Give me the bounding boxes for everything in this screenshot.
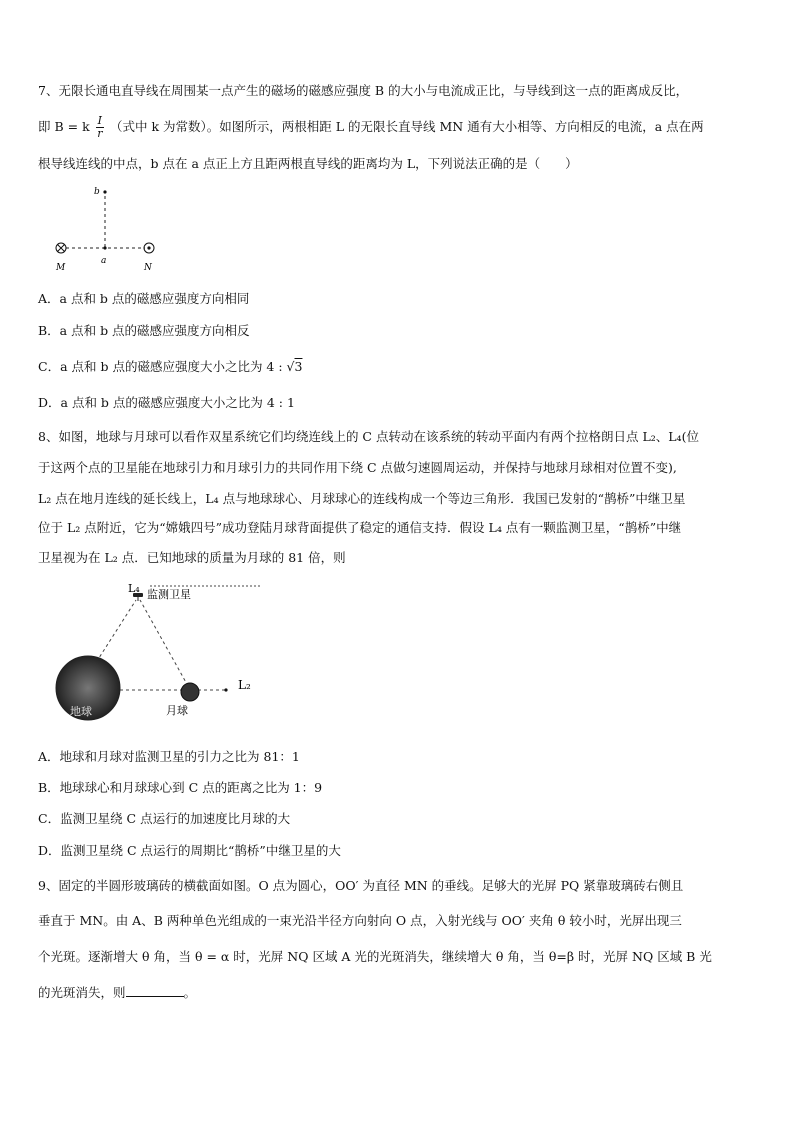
q7-line-3: 根导线连线的中点，b 点在 a 点正上方且距两根直导线的距离均为 L，下列说法正确的是（ ） [38, 156, 578, 171]
q7-point-b [103, 190, 106, 193]
q8-option-b: B．地球球心和月球球心到 C 点的距离之比为 1：9 [38, 780, 323, 795]
q8-label-L2: L₂ [238, 678, 251, 692]
q7-line-1: 7、无限长通电直导线在周围某一点产生的磁场的磁感应强度 B 的大小与电流成正比，与导线到这一点的距离成反比， [38, 83, 689, 98]
q8-label-moon: 月球 [166, 704, 188, 717]
q7-line-2 [38, 115, 704, 140]
q9-line-1: 9、固定的半圆形玻璃砖的横截面如图。O 点为圆心，OO′ 为直径 MN 的垂线。足够大的光屏 PQ 紧靠玻璃砖右侧且 [38, 878, 684, 893]
q9-line-2: 垂直于 MN。由 A、B 两种单色光组成的一束光沿半径方向射向 O 点，入射光线与 OO′ 夹角 θ 较小时，光屏出现三 [38, 913, 682, 928]
q7-line-2-text: （式中 k 为常数）。如图所示，两根相距 L 的无限长直导线 MN 通有大小相等、方向相反的电流，a 点在两 [109, 119, 704, 134]
q8-figure [50, 582, 280, 742]
q7-option-c-sqrt-value: 3 [294, 359, 303, 374]
wire-M-into-page-icon [56, 243, 66, 253]
q7-formula-prefix: 即 B = k [38, 119, 90, 134]
q8-line-4: 位于 L₂ 点附近，它为“嫦娥四号”成功登陆月球背面提供了稳定的通信支持．假设 L₄ 点有一颗监测卫星，“鹊桥”中继 [38, 520, 682, 535]
q8-option-c: C．监测卫星绕 C 点运行的加速度比月球的大 [38, 811, 291, 826]
q8-point-L2 [224, 688, 227, 691]
wire-N-out-of-page-icon [144, 243, 154, 253]
q7-label-M: M [56, 263, 66, 273]
q8-line-3: L₂ 点在地月连线的延长线上，L₄ 点与地球球心、月球球心的连线构成一个等边三角形．我国已发射的“鹊桥”中继卫星 [38, 491, 686, 506]
q8-label-L4: L₄ [128, 582, 140, 595]
moon-icon [181, 683, 199, 701]
q7-label-b: b [94, 187, 100, 197]
q7-label-N: N [144, 263, 152, 273]
q8-line-1: 8、如图，地球与月球可以看作双星系统它们均绕连线上的 C 点转动在该系统的转动平面内有两个拉格朗日点 L₂、L₄(位 [38, 429, 699, 444]
q9-line-3: 个光斑。逐渐增大 θ 角，当 θ = α 时，光屏 NQ 区域 A 光的光斑消失，继续增大 θ 角，当 θ=β 时，光屏 NQ 区域 B 光 [38, 949, 712, 964]
q8-option-a: A．地球和月球对监测卫星的引力之比为 81：1 [38, 749, 300, 764]
q7-fraction-numerator: I [97, 114, 102, 127]
q9-line-4-text: 的光斑消失，则 [38, 985, 126, 1000]
q8-label-satellite: 监测卫星 [147, 588, 191, 601]
q7-figure [50, 182, 170, 277]
sqrt-icon: √ [286, 359, 295, 374]
q7-fraction [96, 115, 104, 140]
q7-label-a: a [101, 256, 107, 266]
q8-line-5: 卫星视为在 L₂ 点．已知地球的质量为月球的 81 倍，则 [38, 550, 346, 565]
q7-fraction-denominator: r [97, 127, 103, 140]
q8-moon-to-L4-dashed-line [140, 600, 188, 686]
q7-option-c [38, 358, 302, 376]
q8-label-earth: 地球 [70, 705, 92, 718]
q9-line-4 [38, 984, 196, 1002]
q8-option-d: D．监测卫星绕 C 点运行的周期比“鹊桥”中继卫星的大 [38, 843, 341, 858]
q9-answer-blank[interactable] [126, 984, 184, 997]
q7-point-a [103, 246, 106, 249]
q7-option-c-text: C．a 点和 b 点的磁感应强度大小之比为 4 : [38, 359, 287, 374]
q7-option-d: D．a 点和 b 点的磁感应强度大小之比为 4 : 1 [38, 395, 295, 410]
q8-line-2: 于这两个点的卫星能在地球引力和月球引力的共同作用下绕 C 点做匀速圆周运动，并保持与地球月球相对位置不变), [38, 460, 677, 475]
q7-option-a: A．a 点和 b 点的磁感应强度方向相同 [38, 291, 250, 306]
q7-option-b: B．a 点和 b 点的磁感应强度方向相反 [38, 323, 250, 338]
q9-line-4-end: 。 [183, 985, 197, 1000]
